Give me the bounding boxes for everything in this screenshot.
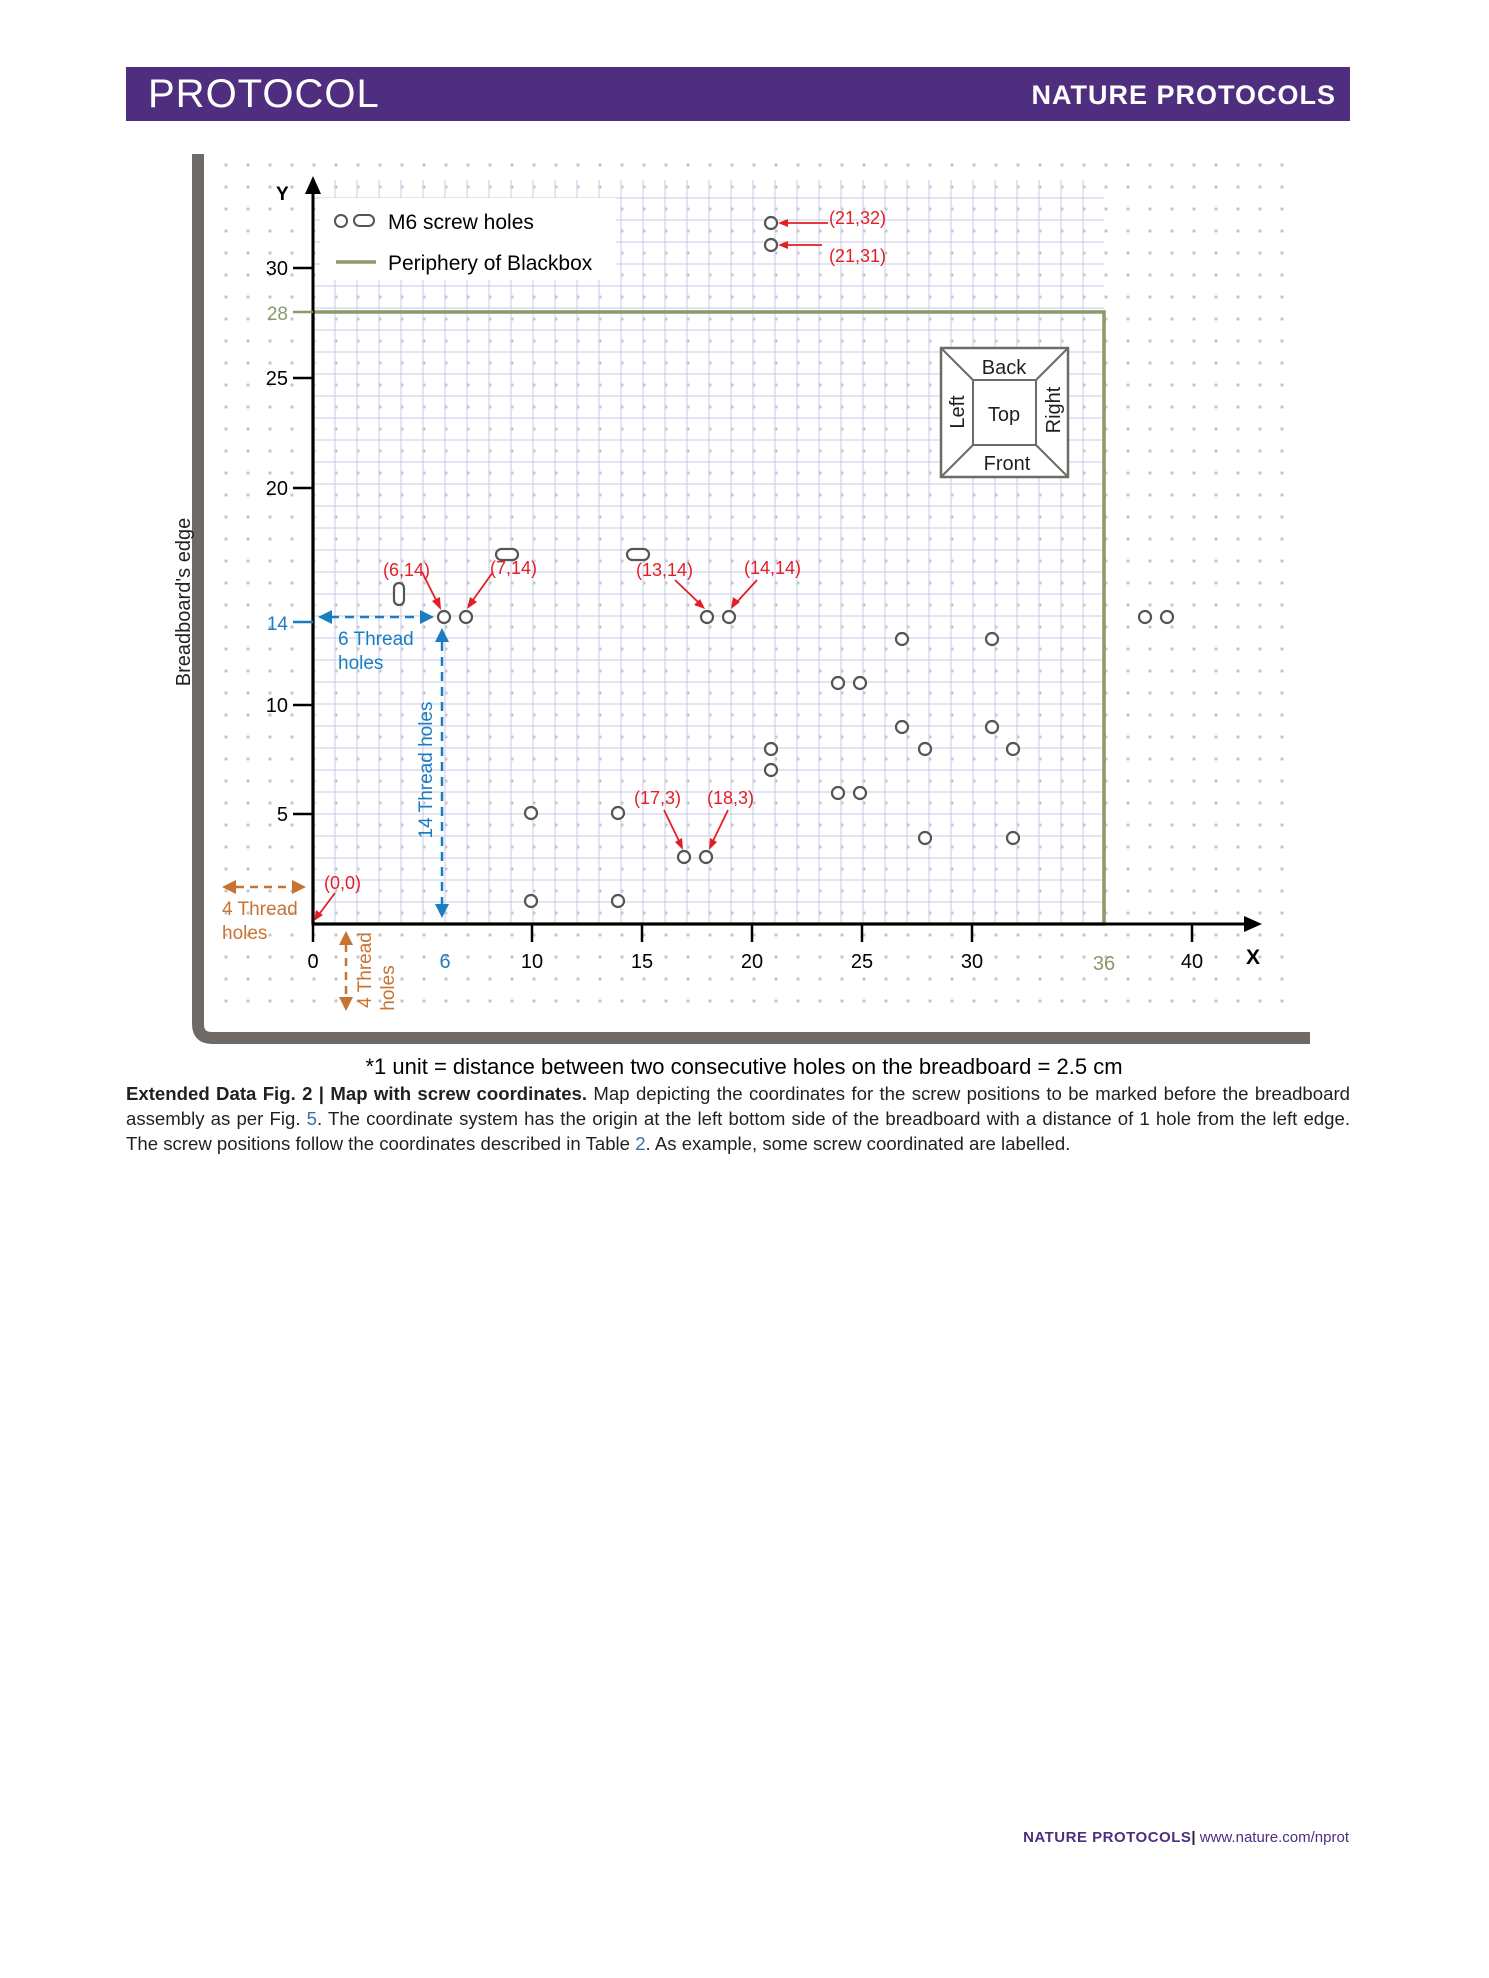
orientation-left-label: Left xyxy=(947,395,969,429)
y-tick-label-5: 5 xyxy=(276,804,288,826)
screw-hole xyxy=(678,851,690,863)
screw-hole xyxy=(438,611,450,623)
y-tick-label-20: 20 xyxy=(265,478,288,500)
y-tick-marks xyxy=(293,268,313,814)
screw-hole xyxy=(765,217,777,229)
x-tick-label-25: 25 xyxy=(850,951,874,973)
footer-journal: NATURE PROTOCOLS xyxy=(1023,1829,1192,1846)
x-tick-label-15: 15 xyxy=(630,951,654,973)
screw-hole xyxy=(612,895,624,907)
x-tick-label-10: 10 xyxy=(520,951,544,973)
orientation-front-label: Front xyxy=(983,453,1031,475)
screw-hole xyxy=(525,895,537,907)
screw-hole xyxy=(854,787,866,799)
x-tick-label-20: 20 xyxy=(740,951,764,973)
y-axis-name: Y xyxy=(276,184,289,205)
annotation-21-31: (21,31) xyxy=(829,246,887,266)
journal-name: NATURE PROTOCOLS xyxy=(1031,80,1336,110)
screw-hole xyxy=(701,611,713,623)
caption-text-1: Map depicting the coordinates for the screw positions to be marked before the breadboard assembly as per Fig. xyxy=(126,1083,1350,1129)
screw-slot xyxy=(394,583,404,605)
screw-hole xyxy=(612,807,624,819)
breadboard-edge-label: Breadboard's edge xyxy=(173,517,195,687)
x-tick-marks xyxy=(313,924,1192,942)
section-label: PROTOCOL xyxy=(148,72,380,116)
caption-figure-link[interactable]: 5 xyxy=(306,1108,317,1129)
screw-hole xyxy=(896,721,908,733)
breadboard-edge-line xyxy=(198,154,1310,1038)
x-tick-label-30: 30 xyxy=(960,951,984,973)
fourteen-thread-label: 14 Thread holes xyxy=(416,701,437,839)
screw-hole xyxy=(700,851,712,863)
screw-hole xyxy=(1007,832,1019,844)
x-tick-label-0: 0 xyxy=(307,951,319,973)
caption-text-2: . The coordinate system has the origin at the left bottom side of the breadboard with a distance of 1 hole from the left edge. The screw positions follow the coordinates described in Table xyxy=(126,1108,1350,1154)
caption-text-3: . As example, some screw coordinated are labelled. xyxy=(645,1133,1071,1154)
four-thread-bottom-label-line2: holes xyxy=(378,965,399,1011)
page-footer xyxy=(1023,1828,1349,1848)
screw-hole xyxy=(832,677,844,689)
figure-caption xyxy=(126,1081,1350,1156)
six-thread-label-line1: 6 Thread xyxy=(338,629,414,650)
caption-title: Extended Data Fig. 2 | Map with screw coordinates. xyxy=(126,1083,588,1104)
screw-hole xyxy=(919,832,931,844)
orientation-top-label: Top xyxy=(987,404,1021,426)
x-tick-label-40: 40 xyxy=(1180,951,1204,973)
y-tick-label-10: 10 xyxy=(265,695,288,717)
annotation-origin: (0,0) xyxy=(324,873,362,893)
y-axis-arrowhead xyxy=(305,176,321,194)
four-thread-bottom-dimension xyxy=(339,931,353,1011)
screw-hole xyxy=(832,787,844,799)
annotation-14-14: (14,14) xyxy=(744,558,802,578)
screw-hole xyxy=(1139,611,1151,623)
y-tick-label-30: 30 xyxy=(265,258,288,280)
four-thread-left-label-line2: holes xyxy=(222,923,268,944)
screw-hole xyxy=(460,611,472,623)
y-special-label-14: 14 xyxy=(266,614,288,635)
unit-note: *1 unit = distance between two consecutive holes on the breadboard = 2.5 cm xyxy=(365,1054,1123,1079)
orientation-box xyxy=(941,348,1068,477)
annotation-13-14: (13,14) xyxy=(636,560,694,580)
screw-hole xyxy=(765,239,777,251)
legend-screw-holes-label: M6 screw holes xyxy=(388,211,534,234)
footer-url[interactable]: www.nature.com/nprot xyxy=(1199,1829,1349,1846)
screw-hole xyxy=(1007,743,1019,755)
screw-hole xyxy=(986,721,998,733)
screw-hole xyxy=(1161,611,1173,623)
screw-hole xyxy=(854,677,866,689)
screw-hole xyxy=(765,743,777,755)
x-axis-arrowhead xyxy=(1244,916,1262,932)
x-special-label-6: 6 xyxy=(439,951,451,973)
annotation-17-3: (17,3) xyxy=(634,788,682,808)
four-thread-left-dimension xyxy=(222,880,306,894)
y-special-label-28: 28 xyxy=(266,304,288,325)
screw-hole xyxy=(765,764,777,776)
orientation-right-label: Right xyxy=(1043,386,1065,434)
six-thread-label-line2: holes xyxy=(338,653,384,674)
legend-periphery-label: Periphery of Blackbox xyxy=(388,252,593,275)
annotation-6-14: (6,14) xyxy=(383,560,431,580)
screw-slot xyxy=(627,549,649,560)
y-tick-label-25: 25 xyxy=(265,368,288,390)
x-special-label-36: 36 xyxy=(1092,953,1116,975)
annotation-18-3: (18,3) xyxy=(707,788,755,808)
annotation-7-14: (7,14) xyxy=(490,558,538,578)
four-thread-bottom-label-line1: 4 Thread xyxy=(355,932,376,1008)
caption-table-link[interactable]: 2 xyxy=(635,1133,646,1154)
footer-separator: | xyxy=(1191,1829,1196,1846)
screw-hole xyxy=(896,633,908,645)
four-thread-left-label-line1: 4 Thread xyxy=(222,899,298,920)
screw-hole xyxy=(525,807,537,819)
annotation-21-32: (21,32) xyxy=(829,208,887,228)
screw-hole xyxy=(723,611,735,623)
orientation-back-label: Back xyxy=(981,357,1027,379)
screw-hole xyxy=(919,743,931,755)
screw-hole xyxy=(986,633,998,645)
x-axis-name: X xyxy=(1246,946,1261,969)
